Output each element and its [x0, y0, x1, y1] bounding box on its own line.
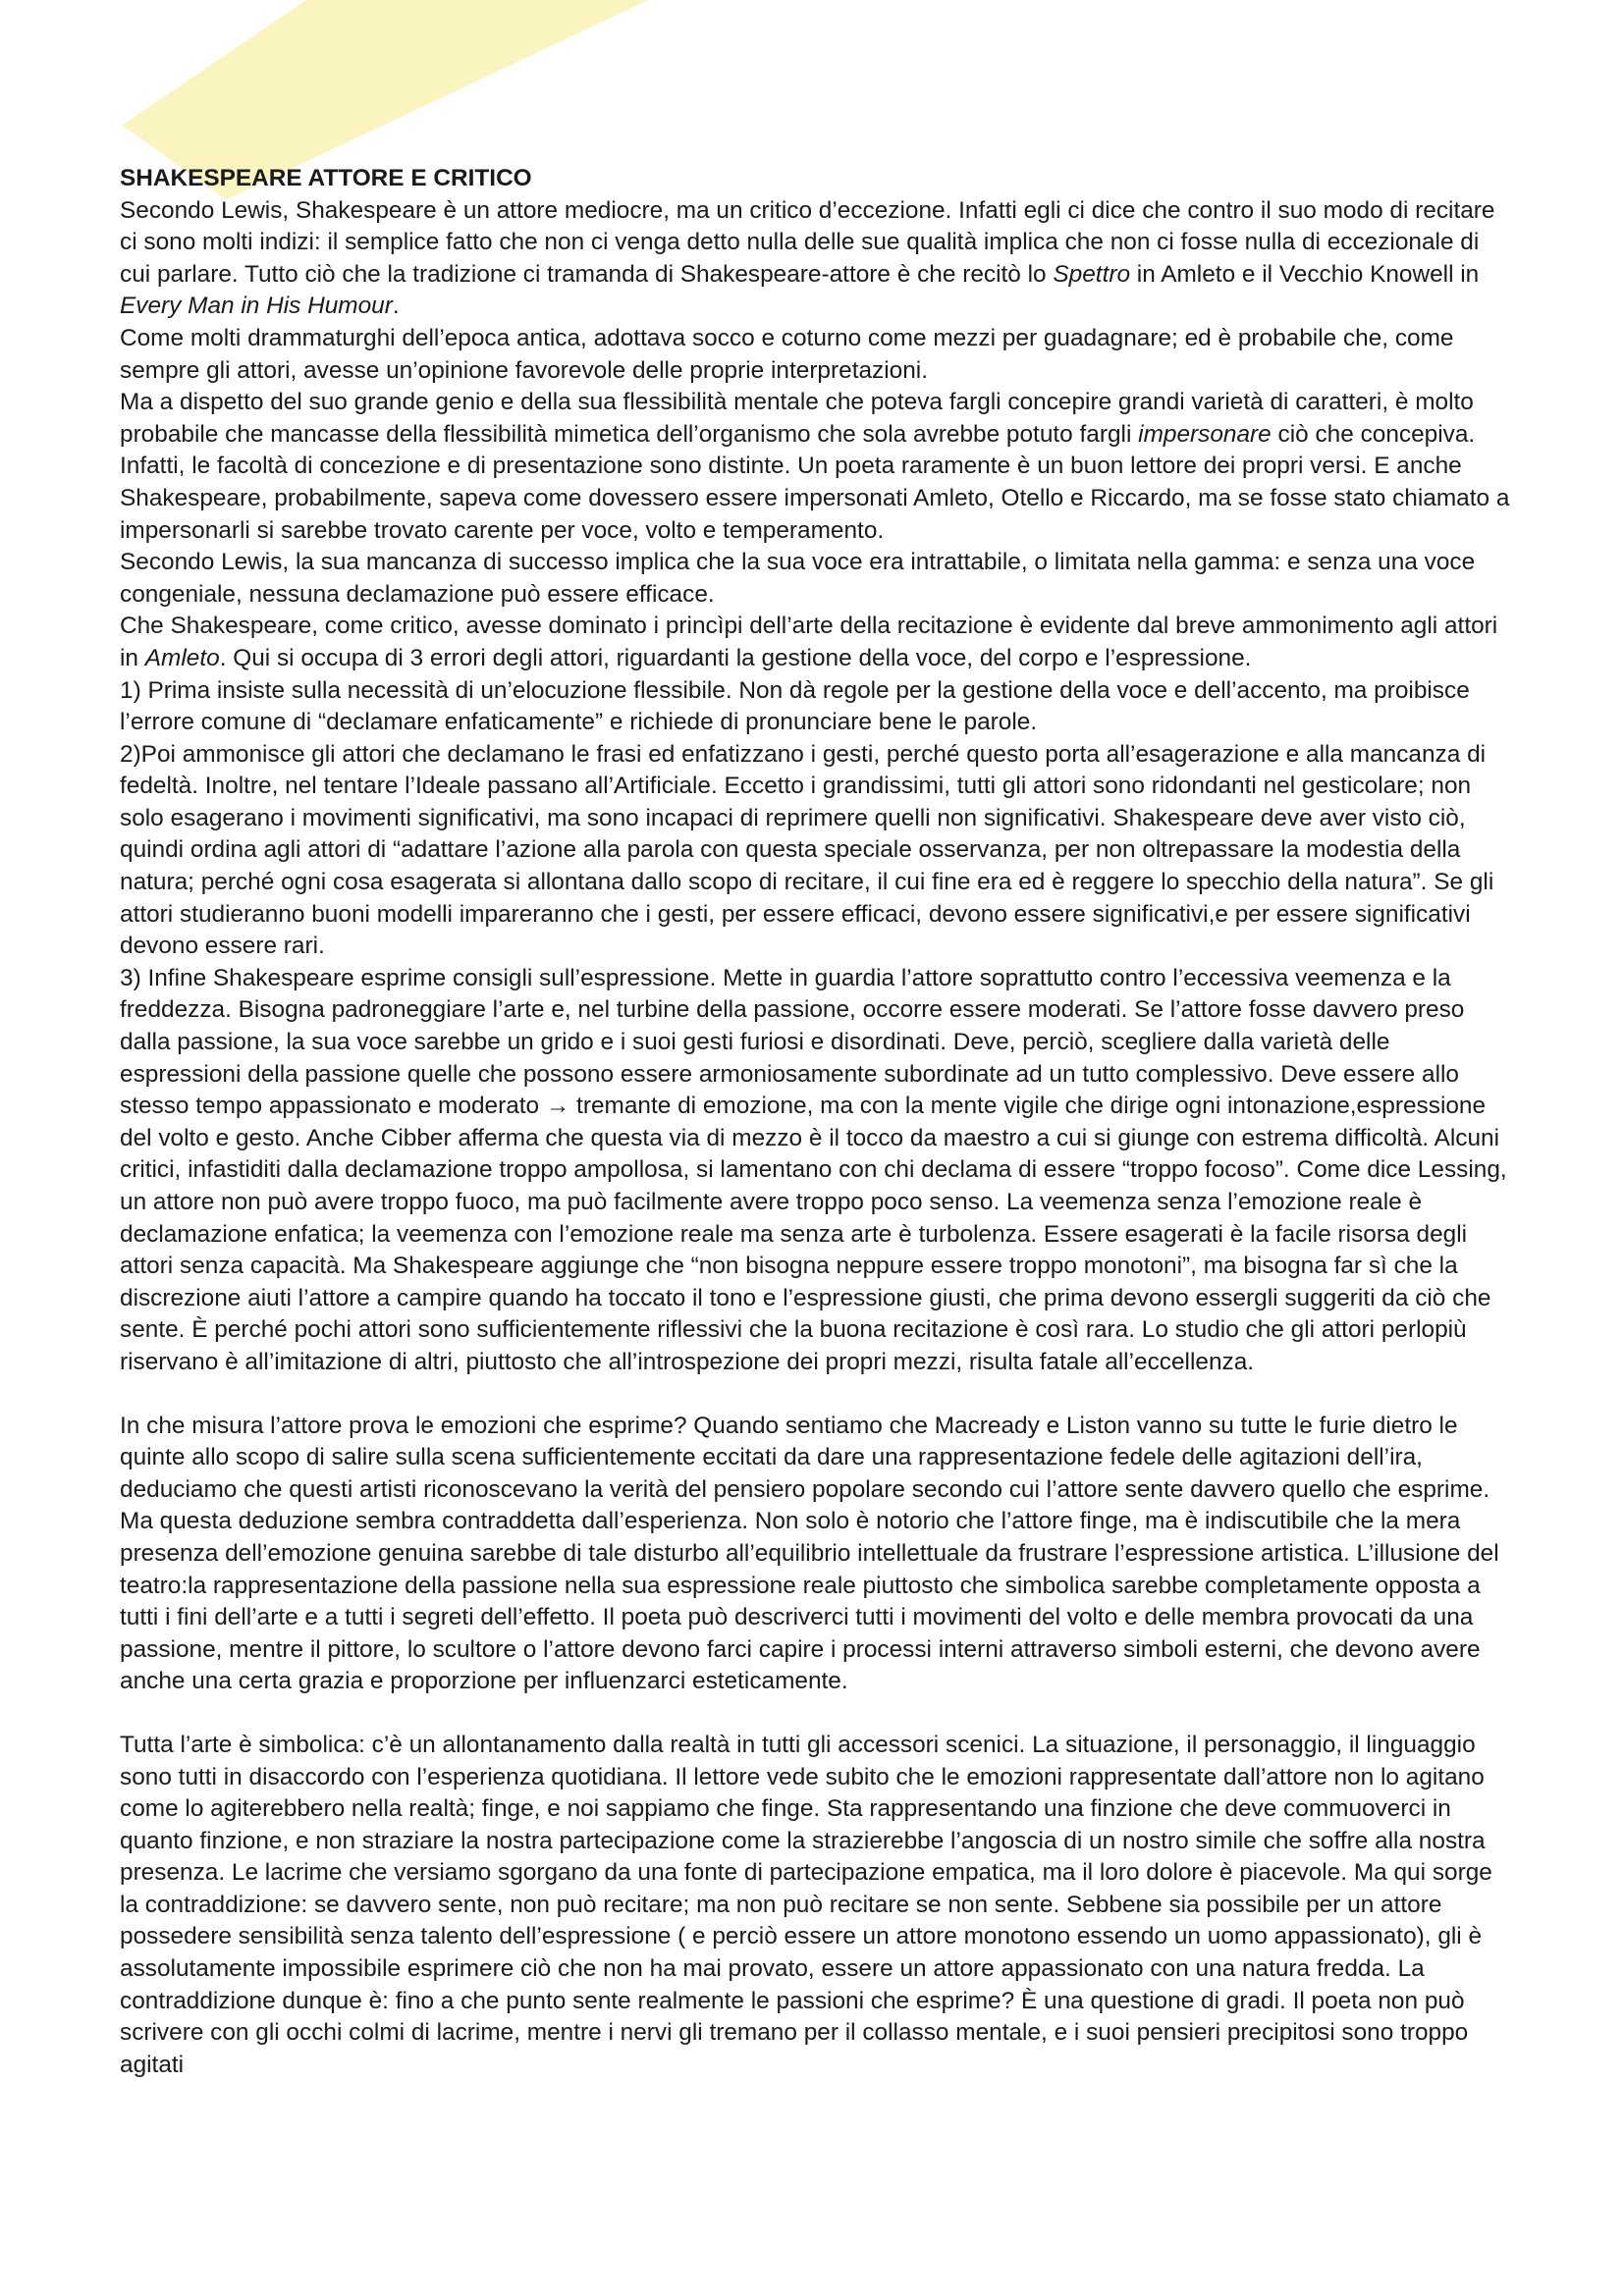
paragraph-4: Secondo Lewis, la sua mancanza di successo implica che la sua voce era intrattabile, o limitata nella gamma: e senza una voce congeniale, nessuna declamazione può essere efficace. — [120, 549, 1476, 608]
paragraph-1: Secondo Lewis, Shakespeare è un attore mediocre, ma un critico d’eccezione. Infatti egli ci dice che contro il suo modo di recitare ci sono molti indizi: il semplice fatto che non ci venga detto nulla delle sue qualità implica che non ci fosse nulla di eccezionale di cui parlare. Tutto ciò che la tradizione ci tramanda di Shakespeare-attore è che recitò lo Spettro in Amleto e il Vecchio Knowell in Every Man in His Humour. — [120, 196, 1495, 320]
paragraph-10: Tutta l’arte è simbolica: c’è un allontanamento dalla realtà in tutti gli accessori scenici. La situazione, il personaggio, il linguaggio sono tutti in disaccordo con l’esperienza quotidiana. Il lettore vede subito che le emozioni rappresentate dall’attore non lo agitano come lo agiterebbero nella realtà; finge, e noi sappiamo che finge. Sta rappresentando una finzione che deve commuoverci in quanto finzione, e non straziare la nostra partecipazione come la strazierebbe l’angoscia di un nostro simile che soffre alla nostra presenza. Le lacrime che versiamo sgorgano da una fonte di partecipazione empatica, ma il loro dolore è piacevole. Ma qui sorge la contraddizione: se davvero sente, non può recitare; ma non può recitare se non sente. Sebbene sia possibile per un attore possedere sensibilità senza talento dell’espressione ( e perciò essere un attore monotono essendo un uomo appassionato), gli è assolutamente impossibile esprimere ciò che non ha mai provato, essere un attore appassionato con una natura fredda. La contraddizione dunque è: fino a che punto sente realmente le passioni che esprime? È una questione di gradi. Il poeta non può scrivere con gli occhi colmi di lacrime, mentre i nervi gli tremano per il collasso mentale, e i suoi pensieri precipitosi sono troppo agitati — [120, 1731, 1492, 2078]
paragraph-2: Come molti drammaturghi dell’epoca antica, adottava socco e coturno come mezzi per guadagnare; ed è probabile che, come sempre gli attori, avesse un’opinione favorevole delle proprie interpretazioni. — [120, 324, 1454, 384]
paragraph-8: 3) Infine Shakespeare esprime consigli sull’espressione. Mette in guardia l’attore soprattutto contro l’eccessiva veemenza e la freddezza. Bisogna padroneggiare l’arte e, nel turbine della passione, occorre essere moderati. Se l’attore fosse davvero preso dalla passione, la sua voce sarebbe un grido e i suoi gesti furiosi e disordinati. Deve, perciò, scegliere dalla varietà delle espressioni della passione quelle che possono essere armoniosamente subordinate ad un tutto complessivo. Deve essere allo stesso tempo appassionato e moderato → tremante di emozione, ma con la mente vigile che dirige ogni intonazione,espressione del volto e gesto. Anche Cibber afferma che questa via di mezzo è il tocco da maestro a cui si giunge con estrema difficoltà. Alcuni critici, infastiditi dalla declamazione troppo ampollosa, si lamentano con chi declama di essere “troppo focoso”. Come dice Lessing, un attore non può avere troppo fuoco, ma può facilmente avere troppo poco senso. La veemenza senza l’emozione reale è declamazione enfatica; la veemenza con l’emozione reale ma senza arte è turbolenza. Essere esagerati è la facile risorsa degli attori senza capacità. Ma Shakespeare aggiunge che “non bisogna neppure essere troppo monotoni”, ma bisogna far sì che la discrezione aiuti l’attore a campire quando ha toccato il tono e l’espressione giusti, che prima devono essergli suggeriti da ciò che sente. È perché pochi attori sono sufficientemente riflessivi che la buona recitazione è così rara. Lo studio che gli attori perlopiù riservano è all’imitazione di altri, piuttosto che all’introspezione dei propri mezzi, risulta fatale all’eccellenza. — [120, 964, 1507, 1375]
paragraph-3: Ma a dispetto del suo grande genio e della sua flessibilità mentale che poteva fargli concepire grandi varietà di caratteri, è molto probabile che mancasse della flessibilità mimetica dell’organismo che sola avrebbe potuto fargli impersonare ciò che concepiva. Infatti, le facoltà di concezione e di presentazione sono distinte. Un poeta raramente è un buon lettore dei propri versi. E anche Shakespeare, probabilmente, sapeva come dovessero essere impersonati Amleto, Otello e Riccardo, ma se fosse stato chiamato a impersonarli si sarebbe trovato carente per voce, volto e temperamento. — [120, 389, 1510, 544]
paragraph-9: In che misura l’attore prova le emozioni che esprime? Quando sentiamo che Macready e Liston vanno su tutte le furie dietro le quinte allo scopo di salire sulla scena sufficientemente eccitati da dare una rappresentazione fedele delle agitazioni dell’ira, deduciamo che questi artisti riconoscevano la verità del pensiero popolare secondo cui l’attore sente davvero quello che esprime. Ma questa deduzione sembra contraddetta dall’esperienza. Non solo è notorio che l’attore finge, ma è indiscutibile che la mera presenza dell’emozione genuina sarebbe di tale disturbo all’equilibrio intellettuale da frustrare l’espressione artistica. L’illusione del teatro:la rappresentazione della passione nella sua espressione reale piuttosto che simbolica sarebbe completamente opposta a tutti i fini dell’arte e a tutti i segreti dell’effetto. Il poeta può descriverci tutti i movimenti del volto e delle membra provocati da una passione, mentre il pittore, lo scultore o l’attore devono farci capire i processi interni attraverso simboli esterni, che devono avere anche una certa grazia e proporzione per influenzarci esteticamente. — [120, 1412, 1499, 1695]
paragraph-7: 2)Poi ammonisce gli attori che declamano le frasi ed enfatizzano i gesti, perché questo porta all’esagerazione e alla mancanza di fedeltà. Inoltre, nel tentare l’Ideale passano all’Artificiale. Eccetto i grandissimi, tutti gli attori sono ridondanti nel gesticolare; non solo esagerano i movimenti significativi, ma sono incapaci di reprimere quelli non significativi. Shakespeare deve aver visto ciò, quindi ordina agli attori di “adattare l’azione alla parola con questa speciale osservanza, per non oltrepassare la modestia della natura; perché ogni cosa esagerata si allontana dallo scopo di recitare, il cui fine era ed è reggere lo specchio della natura”. Se gli attori studieranno buoni modelli impareranno che i gesti, per essere efficaci, devono essere significativi,e per essere significativi devono essere rari. — [120, 740, 1494, 960]
document-page — [120, 163, 1514, 2081]
paragraph-5: Che Shakespeare, come critico, avesse dominato i princìpi dell’arte della recitazione è evidente dal breve ammonimento agli attori in Amleto. Qui si occupa di 3 errori degli attori, riguardanti la gestione della voce, del corpo e l’espressione. — [120, 613, 1498, 671]
document-title: SHAKESPEARE ATTORE E CRITICO — [120, 165, 532, 191]
arrow-icon: → — [545, 1093, 570, 1120]
paragraph-6: 1) Prima insiste sulla necessità di un’elocuzione flessibile. Non dà regole per la gestione della voce e dell’accento, ma proibisce l’errore comune di “declamare enfaticamente” e richiede di pronunciare bene le parole. — [120, 676, 1470, 736]
